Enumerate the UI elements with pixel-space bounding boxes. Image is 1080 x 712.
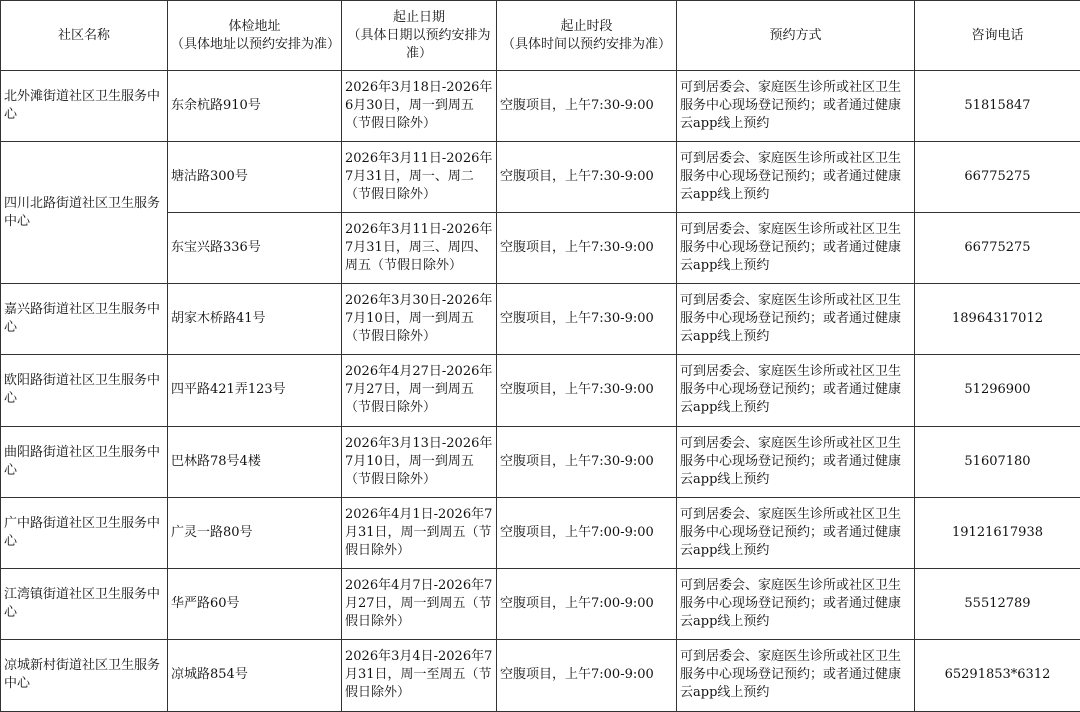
times-cell: 空腹项目，上午7:00-9:00	[497, 639, 677, 711]
community-cell: 凉城新村街道社区卫生服务中心	[1, 639, 168, 711]
booking-cell: 可到居委会、家庭医生诊所或社区卫生服务中心现场登记预约；或者通过健康云app线上预约	[677, 639, 915, 711]
booking-cell: 可到居委会、家庭医生诊所或社区卫生服务中心现场登记预约；或者通过健康云app线上预约	[677, 142, 915, 213]
phone-cell: 65291853*6312	[915, 639, 1080, 711]
header-phone	[915, 1, 1080, 71]
table-header-row	[1, 1, 1080, 71]
header-times-text: 起止时段 （具体时间以预约安排为准）	[501, 18, 671, 52]
address-cell: 华严路60号	[168, 568, 342, 639]
times-cell: 空腹项目，上午7:00-9:00	[497, 568, 677, 639]
booking-cell: 可到居委会、家庭医生诊所或社区卫生服务中心现场登记预约；或者通过健康云app线上预约	[677, 284, 915, 355]
address-cell: 广灵一路80号	[168, 497, 342, 568]
address-cell: 东宝兴路336号	[168, 213, 342, 284]
header-community-text: 社区名称	[57, 27, 110, 43]
booking-cell: 可到居委会、家庭医生诊所或社区卫生服务中心现场登记预约；或者通过健康云app线上预约	[677, 426, 915, 497]
address-cell: 胡家木桥路41号	[168, 284, 342, 355]
dates-cell: 2026年4月1日-2026年7月31日，周一到周五（节假日除外）	[342, 497, 497, 568]
phone-cell: 51296900	[915, 355, 1080, 426]
community-cell: 广中路街道社区卫生服务中心	[1, 497, 168, 568]
header-dates-text: 起止日期 （具体日期以预约安排为准）	[347, 9, 491, 61]
community-cell: 北外滩街道社区卫生服务中心	[1, 71, 168, 142]
address-cell: 东余杭路910号	[168, 71, 342, 142]
booking-cell: 可到居委会、家庭医生诊所或社区卫生服务中心现场登记预约；或者通过健康云app线上预约	[677, 213, 915, 284]
community-cell: 欧阳路街道社区卫生服务中心	[1, 355, 168, 426]
phone-cell: 55512789	[915, 568, 1080, 639]
phone-cell: 19121617938	[915, 497, 1080, 568]
phone-cell: 66775275	[915, 142, 1080, 213]
table-row	[1, 568, 1080, 639]
table-row	[1, 142, 1080, 213]
header-booking	[677, 1, 915, 71]
header-community	[1, 1, 168, 71]
header-times	[497, 1, 677, 71]
times-cell: 空腹项目，上午7:30-9:00	[497, 142, 677, 213]
community-cell: 四川北路街道社区卫生服务中心	[1, 142, 168, 284]
community-cell: 曲阳路街道社区卫生服务中心	[1, 426, 168, 497]
address-cell: 凉城路854号	[168, 639, 342, 711]
table-row	[1, 497, 1080, 568]
address-cell: 四平路421弄123号	[168, 355, 342, 426]
header-address-text: 体检地址 （具体地址以预约安排为准）	[171, 18, 341, 52]
dates-cell: 2026年3月11日-2026年7月31日，周一、周二（节假日除外）	[342, 142, 497, 213]
dates-cell: 2026年3月11日-2026年7月31日，周三、周四、周五（节假日除外）	[342, 213, 497, 284]
header-booking-text: 预约方式	[769, 27, 822, 43]
table-row	[1, 355, 1080, 426]
times-cell: 空腹项目，上午7:30-9:00	[497, 71, 677, 142]
dates-cell: 2026年3月4日-2026年7月31日，周一至周五（节假日除外）	[342, 639, 497, 711]
address-cell: 塘沽路300号	[168, 142, 342, 213]
address-cell: 巴林路78号4楼	[168, 426, 342, 497]
table-row	[1, 284, 1080, 355]
times-cell: 空腹项目，上午7:30-9:00	[497, 284, 677, 355]
community-cell: 江湾镇街道社区卫生服务中心	[1, 568, 168, 639]
booking-cell: 可到居委会、家庭医生诊所或社区卫生服务中心现场登记预约；或者通过健康云app线上预约	[677, 497, 915, 568]
header-address	[168, 1, 342, 71]
dates-cell: 2026年3月30日-2026年7月10日，周一到周五（节假日除外）	[342, 284, 497, 355]
times-cell: 空腹项目，上午7:30-9:00	[497, 213, 677, 284]
booking-cell: 可到居委会、家庭医生诊所或社区卫生服务中心现场登记预约；或者通过健康云app线上预约	[677, 568, 915, 639]
dates-cell: 2026年3月18日-2026年6月30日，周一到周五（节假日除外）	[342, 71, 497, 142]
phone-cell: 66775275	[915, 213, 1080, 284]
header-dates	[342, 1, 497, 71]
phone-cell: 18964317012	[915, 284, 1080, 355]
table-row	[1, 639, 1080, 711]
header-phone-text: 咨询电话	[971, 27, 1024, 43]
phone-cell: 51607180	[915, 426, 1080, 497]
dates-cell: 2026年4月27日-2026年7月27日，周一到周五（节假日除外）	[342, 355, 497, 426]
table-row	[1, 71, 1080, 142]
table-row	[1, 426, 1080, 497]
phone-cell: 51815847	[915, 71, 1080, 142]
community-cell: 嘉兴路街道社区卫生服务中心	[1, 284, 168, 355]
times-cell: 空腹项目，上午7:30-9:00	[497, 426, 677, 497]
booking-cell: 可到居委会、家庭医生诊所或社区卫生服务中心现场登记预约；或者通过健康云app线上预约	[677, 355, 915, 426]
dates-cell: 2026年3月13日-2026年7月10日，周一到周五（节假日除外）	[342, 426, 497, 497]
booking-cell: 可到居委会、家庭医生诊所或社区卫生服务中心现场登记预约；或者通过健康云app线上预约	[677, 71, 915, 142]
dates-cell: 2026年4月7日-2026年7月27日，周一到周五（节假日除外）	[342, 568, 497, 639]
times-cell: 空腹项目，上午7:30-9:00	[497, 355, 677, 426]
times-cell: 空腹项目，上午7:00-9:00	[497, 497, 677, 568]
